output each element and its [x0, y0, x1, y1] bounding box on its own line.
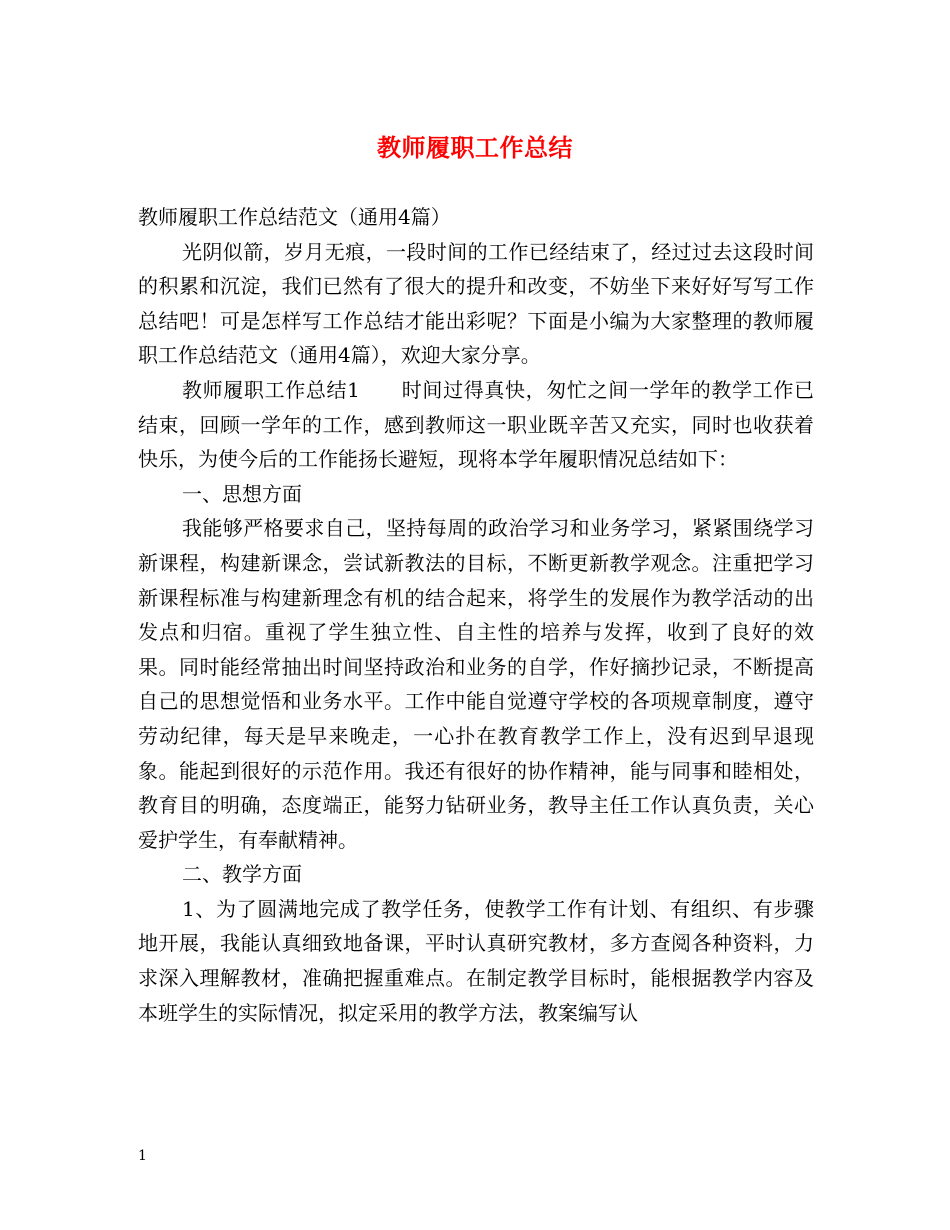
- paragraph-teaching-1: 1、为了圆满地完成了教学任务，使教学工作有计划、有组织、有步骤地开展，我能认真细致地备课，平时认真研究教材，多方查阅各种资料，力求深入理解教材，准确把握重难点。在制定教学目标时，能根据教学内容及本班学生的实际情况，拟定采用的教学方法，教案编写认: [138, 896, 814, 1025]
- paragraph-thought: 我能够严格要求自己，坚持每周的政治学习和业务学习，紧紧围绕学习新课程，构建新课念，尝试新教法的目标，不断更新教学观念。注重把学习新课程标准与构建新理念有机的结合起来，将学生的发展作为教学活动的出发点和归宿。重视了学生独立性、自主性的培养与发挥，收到了良好的效果。同时能经常抽出时间坚持政治和业务的自学，作好摘抄记录，不断提高自己的思想觉悟和业务水平。工作中能自觉遵守学校的各项规章制度，遵守劳动纪律，每天是早来晚走，一心扑在教育教学工作上，没有迟到早退现象。能起到很好的示范作用。我还有很好的协作精神，能与同事和睦相处，教育目的明确，态度端正，能努力钻研业务，教导主任工作认真负责，关心爱护学生，有奉献精神。: [138, 516, 814, 852]
- section-heading-thought: 一、思想方面: [182, 481, 302, 506]
- document-body: [138, 200, 814, 1030]
- paragraph-summary-1: 教师履职工作总结1 时间过得真快，匆忙之间一学年的教学工作已结束，回顾一学年的工作，感到教师这一职业既辛苦又充实，同时也收获着快乐，为使今后的工作能扬长避短，现将本学年履职情况总结如下：: [138, 377, 814, 472]
- section-heading-teaching: 二、教学方面: [182, 862, 302, 887]
- page-title: 教师履职工作总结: [377, 133, 573, 162]
- document-subtitle: 教师履职工作总结范文（通用4篇）: [138, 205, 451, 229]
- paragraph-intro: 光阴似箭，岁月无痕，一段时间的工作已经结束了，经过过去这段时间的积累和沉淀，我们已然有了很大的提升和改变，不妨坐下来好好写写工作总结吧！可是怎样写工作总结才能出彩呢？下面是小编为大家整理的教师履职工作总结范文（通用4篇），欢迎大家分享。: [138, 239, 814, 368]
- page-number: 1: [138, 1148, 147, 1164]
